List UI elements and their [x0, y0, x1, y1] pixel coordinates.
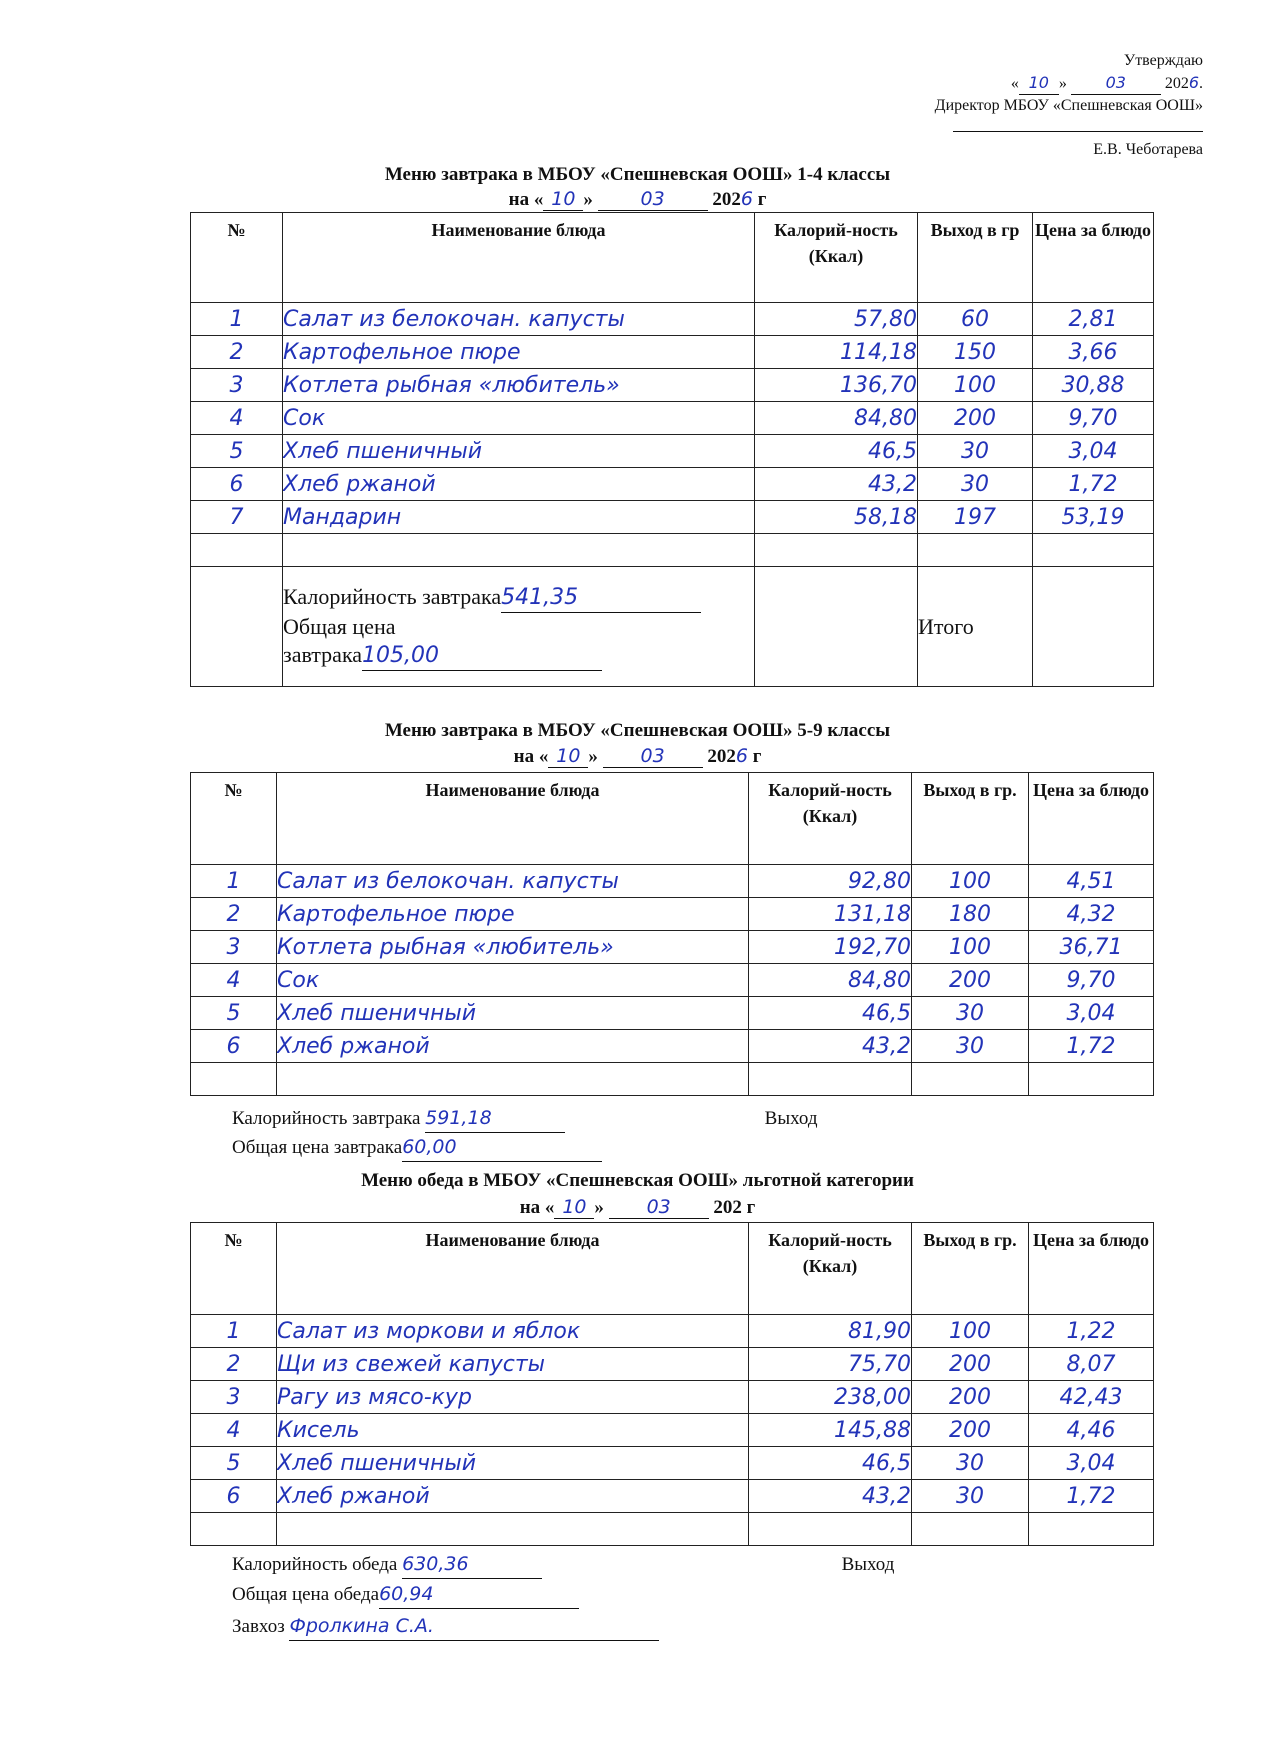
table-row [191, 1030, 1154, 1063]
menu3-calories-value: 630,36 [402, 1550, 542, 1579]
menu2-title: Меню завтрака в МБОУ «Спешневская ООШ» 5-9 классы [384, 720, 891, 741]
menu1-date-year: 202 [712, 189, 741, 210]
menu1-cell-price: 30,88 [1033, 369, 1154, 402]
menu3-date-day: 10 [554, 1196, 594, 1219]
approval-day: 10 [1019, 72, 1059, 95]
menu3-cell-cal: 75,70 [749, 1348, 912, 1381]
menu1-title: Меню завтрака в МБОУ «Спешневская ООШ» 1-4 классы [384, 164, 891, 185]
menu1-summary [283, 567, 755, 687]
menu1-cell-num: 5 [191, 435, 283, 468]
menu3-cell-price: 1,22 [1029, 1315, 1154, 1348]
menu2-cell-dish: Картофельное пюре [277, 898, 749, 931]
table-row [191, 865, 1154, 898]
menu2-header-row [191, 773, 1154, 865]
table-row [191, 1348, 1154, 1381]
menu3-cell-out: 200 [912, 1348, 1029, 1381]
menu1-cell-dish: Мандарин [283, 501, 755, 534]
menu2-cell-price: 1,72 [1029, 1030, 1154, 1063]
menu3-header-out: Выход в гр. [912, 1223, 1029, 1315]
menu1-cell-dish: Картофельное пюре [283, 336, 755, 369]
menu2-date-month: 03 [603, 745, 703, 768]
menu3-table [190, 1222, 1154, 1546]
menu2-calories [232, 1104, 818, 1133]
menu3-cell-cal: 81,90 [749, 1315, 912, 1348]
menu2-cell-num: 4 [191, 964, 277, 997]
menu1-total-row [191, 567, 1154, 687]
menu2-date [0, 745, 1275, 768]
table-row [191, 931, 1154, 964]
menu1-cell-out: 200 [918, 402, 1033, 435]
menu2-date-prefix: на « [513, 746, 549, 767]
menu1-cell-out [918, 534, 1033, 567]
menu3-cell-price: 1,72 [1029, 1480, 1154, 1513]
menu1-date [0, 188, 1275, 211]
manager-line [232, 1612, 659, 1641]
approve-label: Утверждаю [1123, 52, 1203, 69]
director-label: Директор МБОУ «Спешневская ООШ» [934, 97, 1203, 114]
menu1-cell-out: 100 [918, 369, 1033, 402]
table-row [191, 1381, 1154, 1414]
menu1-cell-dish [283, 534, 755, 567]
menu1-header-price: Цена за блюдо [1033, 213, 1154, 303]
menu2-cell-dish: Хлеб ржаной [277, 1030, 749, 1063]
table-row [191, 402, 1154, 435]
menu1-header-num: № [191, 213, 283, 303]
table-row [191, 1480, 1154, 1513]
table-row [191, 997, 1154, 1030]
menu3-cell-price: 3,04 [1029, 1447, 1154, 1480]
menu2-cell-cal: 46,5 [749, 997, 912, 1030]
table-row [191, 1513, 1154, 1546]
menu2-date-day: 10 [548, 745, 588, 768]
menu1-cell-cal: 58,18 [755, 501, 918, 534]
menu3-calories-label: Калорийность обеда [232, 1554, 398, 1575]
menu3-header-cal: Калорий-ность (Ккал) [749, 1223, 912, 1315]
menu3-date-year: 202 [713, 1197, 742, 1218]
manager-name: Фролкина С.А. [289, 1612, 659, 1641]
table-row [191, 369, 1154, 402]
menu2-cell-dish: Хлеб пшеничный [277, 997, 749, 1030]
menu3-cell-out: 200 [912, 1381, 1029, 1414]
menu3-header-price: Цена за блюдо [1029, 1223, 1154, 1315]
menu3-cell-out [912, 1513, 1029, 1546]
menu1-cell-cal [755, 534, 918, 567]
menu2-date-suffix: г [752, 746, 762, 767]
menu1-date-prefix: на « [508, 189, 544, 210]
menu1-cell-out: 197 [918, 501, 1033, 534]
approval-year-prefix: 202 [1164, 75, 1189, 92]
table-row [191, 1414, 1154, 1447]
menu1-cell-num: 6 [191, 468, 283, 501]
menu3-cell-cal: 238,00 [749, 1381, 912, 1414]
menu2-cell-price: 3,04 [1029, 997, 1154, 1030]
table-row [191, 964, 1154, 997]
menu1-cell-price: 1,72 [1033, 468, 1154, 501]
menu2-header-cal: Калорий-ность (Ккал) [749, 773, 912, 865]
menu3-cell-out: 30 [912, 1447, 1029, 1480]
menu1-cell-price [1033, 534, 1154, 567]
menu2-header-price: Цена за блюдо [1029, 773, 1154, 865]
menu3-cell-num: 6 [191, 1480, 277, 1513]
menu2-cell-cal: 84,80 [749, 964, 912, 997]
menu3-cell-out: 30 [912, 1480, 1029, 1513]
table-row [191, 1063, 1154, 1096]
menu1-date-year-hand: 6 [740, 188, 753, 210]
menu2-cell-out: 30 [912, 997, 1029, 1030]
menu3-cell-num: 2 [191, 1348, 277, 1381]
menu1-cell-cal: 57,80 [755, 303, 918, 336]
menu2-cell-price: 4,32 [1029, 898, 1154, 931]
menu3-cell-num: 4 [191, 1414, 277, 1447]
menu3-header-row [191, 1223, 1154, 1315]
menu2-cell-out: 100 [912, 865, 1029, 898]
director-name: Е.В. Чеботарева [1093, 141, 1203, 158]
menu2-cell-price: 4,51 [1029, 865, 1154, 898]
menu1-price-value: 105,00 [362, 642, 602, 671]
menu2-cell-out [912, 1063, 1029, 1096]
menu1-cell-out: 30 [918, 468, 1033, 501]
signature-line [935, 117, 1203, 139]
menu1-cell-dish: Хлеб ржаной [283, 468, 755, 501]
menu3-cell-dish: Хлеб ржаной [277, 1480, 749, 1513]
menu3-calories [232, 1550, 894, 1579]
menu3-cell-dish: Кисель [277, 1414, 749, 1447]
menu3-cell-price: 4,46 [1029, 1414, 1154, 1447]
menu1-cell-price: 53,19 [1033, 501, 1154, 534]
approval-month: 03 [1071, 72, 1161, 95]
menu1-cell-cal: 84,80 [755, 402, 918, 435]
menu1-header-dish: Наименование блюда [283, 213, 755, 303]
menu1-cell-cal: 136,70 [755, 369, 918, 402]
menu3-cell-cal: 145,88 [749, 1414, 912, 1447]
menu2-cell-out: 180 [912, 898, 1029, 931]
menu1-date-suffix: г [757, 189, 767, 210]
approval-date: « 10 » 03 2026. [935, 72, 1203, 95]
menu1-cell-cal: 43,2 [755, 468, 918, 501]
table-row [191, 468, 1154, 501]
table-row [191, 303, 1154, 336]
menu3-cell-cal: 43,2 [749, 1480, 912, 1513]
menu1-date-month: 03 [598, 188, 708, 211]
table-row [191, 534, 1154, 567]
menu1-cell-cal: 46,5 [755, 435, 918, 468]
menu2-cell-num: 5 [191, 997, 277, 1030]
menu2-cell-num: 3 [191, 931, 277, 964]
menu3-date [0, 1196, 1275, 1219]
menu3-cell-num [191, 1513, 277, 1546]
table-row [191, 435, 1154, 468]
menu1-date-day: 10 [543, 188, 583, 211]
menu1-price-label-2: завтрака [283, 641, 363, 667]
menu2-cell-out: 200 [912, 964, 1029, 997]
menu3-cell-dish: Салат из моркови и яблок [277, 1315, 749, 1348]
menu2-cell-cal: 43,2 [749, 1030, 912, 1063]
menu1-table [190, 212, 1154, 687]
menu2-cell-out: 30 [912, 1030, 1029, 1063]
menu1-header-row [191, 213, 1154, 303]
menu2-cell-dish: Котлета рыбная «любитель» [277, 931, 749, 964]
menu3-cell-dish: Рагу из мясо-кур [277, 1381, 749, 1414]
menu1-cell-out: 30 [918, 435, 1033, 468]
menu3-cell-out: 100 [912, 1315, 1029, 1348]
menu3-output-label: Выход [841, 1554, 895, 1575]
menu3-cell-cal [749, 1513, 912, 1546]
menu2-date-year-hand: 6 [735, 745, 748, 767]
menu1-cell-num: 2 [191, 336, 283, 369]
menu1-cell-out: 150 [918, 336, 1033, 369]
menu3-cell-dish [277, 1513, 749, 1546]
menu1-cell-dish: Хлеб пшеничный [283, 435, 755, 468]
menu3-cell-price: 8,07 [1029, 1348, 1154, 1381]
menu2-cell-num: 6 [191, 1030, 277, 1063]
menu1-calories-label: Калорийность завтрака [283, 583, 502, 609]
menu2-price [232, 1133, 602, 1162]
menu2-header-dish: Наименование блюда [277, 773, 749, 865]
menu2-output-label: Выход [764, 1108, 818, 1129]
menu1-cell-price: 2,81 [1033, 303, 1154, 336]
menu2-cell-price: 9,70 [1029, 964, 1154, 997]
menu2-cell-dish [277, 1063, 749, 1096]
menu3-date-suffix: г [746, 1197, 756, 1218]
menu1-cell-out: 60 [918, 303, 1033, 336]
menu1-header-out: Выход в гр [918, 213, 1033, 303]
menu2-price-value: 60,00 [402, 1133, 602, 1162]
menu1-cell-dish: Сок [283, 402, 755, 435]
table-row [191, 1315, 1154, 1348]
menu3-price [232, 1580, 579, 1609]
menu3-header-dish: Наименование блюда [277, 1223, 749, 1315]
menu1-cell-num: 7 [191, 501, 283, 534]
menu1-cell-dish: Салат из белокочан. капусты [283, 303, 755, 336]
menu1-total-label: Итого [918, 567, 1033, 687]
menu3-cell-dish: Щи из свежей капусты [277, 1348, 749, 1381]
menu1-price-label-1: Общая цена [283, 613, 396, 639]
table-row [191, 336, 1154, 369]
menu2-cell-price: 36,71 [1029, 931, 1154, 964]
menu2-cell-cal: 192,70 [749, 931, 912, 964]
menu2-price-label: Общая цена завтрака [232, 1137, 403, 1158]
menu3-cell-num: 5 [191, 1447, 277, 1480]
menu1-cell-num [191, 534, 283, 567]
menu2-date-year: 202 [707, 746, 736, 767]
menu1-cell-num: 1 [191, 303, 283, 336]
table-row [191, 898, 1154, 931]
menu3-price-value: 60,94 [379, 1580, 579, 1609]
menu1-cell-cal: 114,18 [755, 336, 918, 369]
menu3-price-label: Общая цена обеда [232, 1584, 380, 1605]
menu3-cell-num: 3 [191, 1381, 277, 1414]
menu2-cell-dish: Сок [277, 964, 749, 997]
menu3-header-num: № [191, 1223, 277, 1315]
menu3-cell-dish: Хлеб пшеничный [277, 1447, 749, 1480]
menu2-cell-price [1029, 1063, 1154, 1096]
menu1-calories-value: 541,35 [501, 584, 701, 613]
menu1-cell-num: 4 [191, 402, 283, 435]
menu2-cell-out: 100 [912, 931, 1029, 964]
menu2-cell-dish: Салат из белокочан. капусты [277, 865, 749, 898]
menu3-cell-out: 200 [912, 1414, 1029, 1447]
menu2-cell-cal [749, 1063, 912, 1096]
menu2-cell-cal: 131,18 [749, 898, 912, 931]
menu2-cell-num [191, 1063, 277, 1096]
menu1-cell-dish: Котлета рыбная «любитель» [283, 369, 755, 402]
menu2-calories-label: Калорийность завтрака [232, 1108, 421, 1129]
menu2-cell-cal: 92,80 [749, 865, 912, 898]
menu2-header-num: № [191, 773, 277, 865]
menu3-cell-cal: 46,5 [749, 1447, 912, 1480]
menu1-date-close: » [583, 189, 593, 210]
menu1-cell-price: 9,70 [1033, 402, 1154, 435]
manager-label: Завхоз [232, 1616, 285, 1637]
approval-year-hand: 6 [1188, 73, 1199, 92]
menu3-date-month: 03 [609, 1196, 709, 1219]
menu3-date-prefix: на « [519, 1197, 555, 1218]
menu2-table [190, 772, 1154, 1096]
menu2-date-close: » [588, 746, 598, 767]
menu3-title: Меню обеда в МБОУ «Спешневская ООШ» льготной категории [361, 1170, 914, 1191]
menu3-cell-price [1029, 1513, 1154, 1546]
menu2-header-out: Выход в гр. [912, 773, 1029, 865]
menu2-cell-num: 2 [191, 898, 277, 931]
menu3-cell-price: 42,43 [1029, 1381, 1154, 1414]
menu3-cell-num: 1 [191, 1315, 277, 1348]
menu1-cell-num: 3 [191, 369, 283, 402]
menu3-date-close: » [594, 1197, 604, 1218]
menu1-cell-price: 3,04 [1033, 435, 1154, 468]
menu2-cell-num: 1 [191, 865, 277, 898]
menu2-calories-value: 591,18 [425, 1104, 565, 1133]
approval-block [935, 50, 1203, 161]
menu1-cell-price: 3,66 [1033, 336, 1154, 369]
menu1-header-cal: Калорий-ность (Ккал) [755, 213, 918, 303]
table-row [191, 1447, 1154, 1480]
table-row [191, 501, 1154, 534]
